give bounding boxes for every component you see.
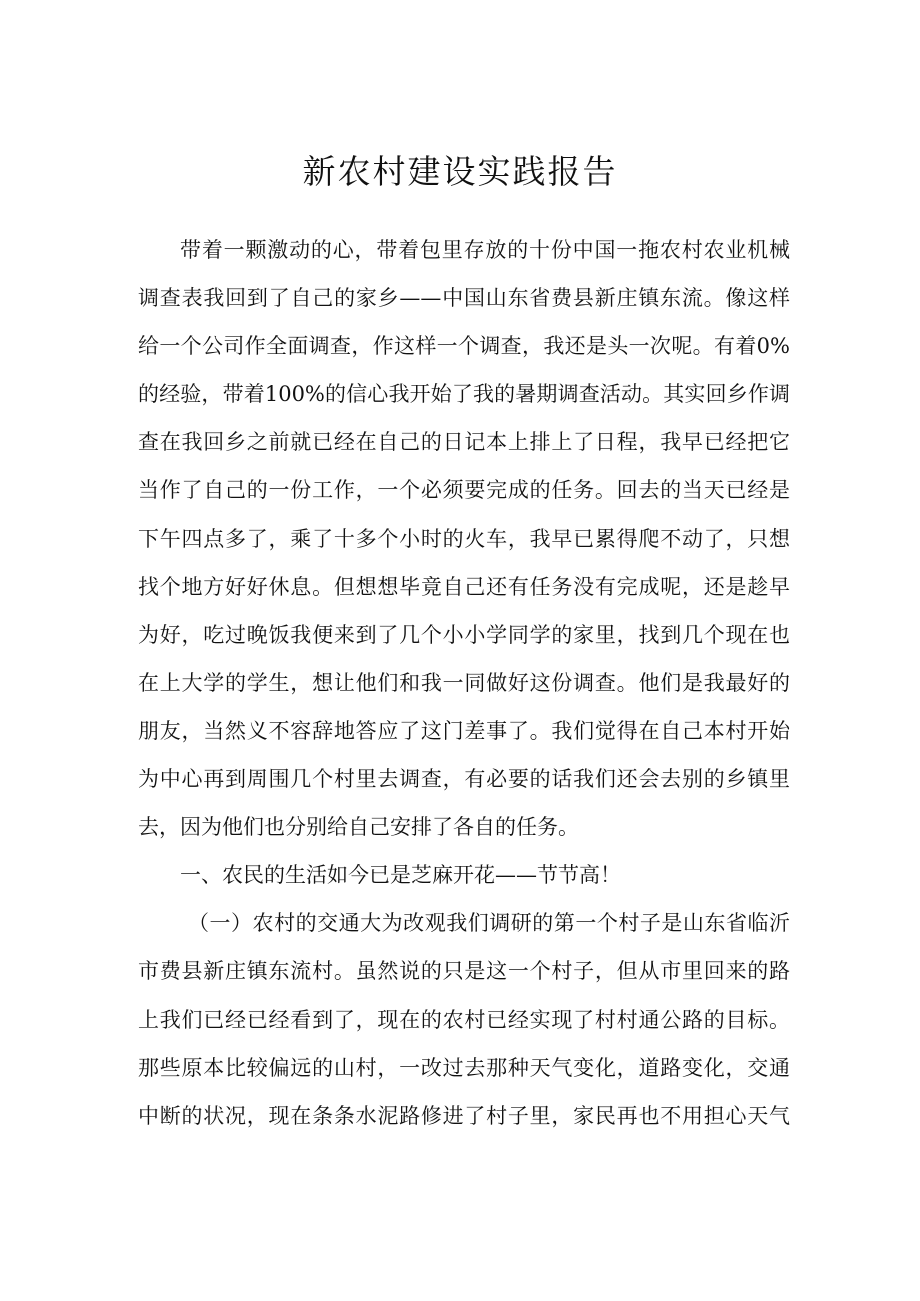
document-body [138, 226, 790, 1140]
paragraph-line: 那些原本比较偏远的山村，一改过去那种天气变化，道路变化，交通 [138, 1055, 790, 1080]
section-heading: 一、农民的生活如今已是芝麻开花——节节高！ [180, 863, 621, 888]
paragraph-line: 在上大学的学生，想让他们和我一同做好这份调查。他们是我最好的 [138, 670, 790, 695]
paragraph-line: 下午四点多了，乘了十多个小时的火车，我早已累得爬不动了，只想 [138, 526, 790, 551]
paragraph-line: 去，因为他们也分别给自己安排了各自的任务。 [138, 815, 579, 840]
paragraph-line: 上我们已经已经看到了，现在的农村已经实现了村村通公路的目标。 [138, 1007, 790, 1032]
paragraph-line: 中断的状况，现在条条水泥路修进了村子里，家民再也不用担心天气 [138, 1103, 790, 1128]
paragraph-line: 带着一颗激动的心，带着包里存放的十份中国一拖农村农业机械 [180, 238, 790, 262]
paragraph-line: 调查表我回到了自己的家乡——中国山东省费县新庄镇东流。像这样 [138, 286, 790, 311]
paragraph-line: 的经验，带着100%的信心我开始了我的暑期调查活动。其实回乡作调 [138, 382, 790, 407]
paragraph-line: 为中心再到周围几个村里去调查，有必要的话我们还会去别的乡镇里 [138, 767, 790, 792]
paragraph-line: 市费县新庄镇东流村。虽然说的只是这一个村子，但从市里回来的路 [138, 959, 790, 984]
subsection-line: （一）农村的交通大为改观我们调研的第一个村子是山东省临沂 [188, 911, 790, 936]
document-title: 新农村建设实践报告 [302, 152, 618, 191]
paragraph-line: 朋友，当然义不容辞地答应了这门差事了。我们觉得在自己本村开始 [138, 718, 790, 743]
paragraph-line: 为好，吃过晚饭我便来到了几个小小学同学的家里，找到几个现在也 [138, 622, 790, 647]
paragraph-line: 查在我回乡之前就已经在自己的日记本上排上了日程，我早已经把它 [138, 430, 790, 455]
paragraph-line: 给一个公司作全面调查，作这样一个调查，我还是头一次呢。有着0% [138, 334, 790, 359]
paragraph-line: 当作了自己的一份工作，一个必须要完成的任务。回去的当天已经是 [138, 478, 790, 503]
paragraph-line: 找个地方好好休息。但想想毕竟自己还有任务没有完成呢，还是趁早 [138, 574, 790, 599]
